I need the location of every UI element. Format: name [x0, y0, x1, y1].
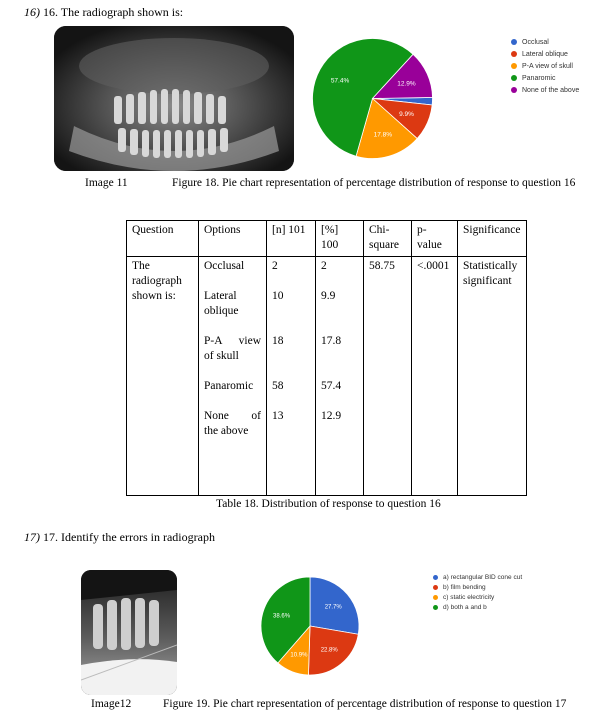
option-line: oblique	[204, 305, 239, 317]
option-line: the above	[204, 425, 249, 437]
option-occlusal	[204, 259, 261, 274]
cell-options	[199, 257, 267, 496]
option-line: Panaromic	[204, 380, 254, 392]
header-n: [n] 101	[267, 221, 316, 257]
pie-data-label: 10.9%	[290, 652, 308, 659]
header-significance: Significance	[458, 221, 527, 257]
header-chi-line1: Chi-	[369, 224, 390, 236]
question-17-text: 17. Identify the errors in radiograph	[43, 530, 215, 544]
pie-data-label: 9.9%	[399, 110, 414, 118]
legend-item	[511, 48, 579, 60]
pie-data-label: 38.6%	[273, 613, 291, 620]
legend-item	[511, 36, 579, 48]
header-options: Options	[199, 221, 267, 257]
pie-data-label: 27.7%	[324, 604, 342, 611]
question-16-heading	[24, 5, 183, 20]
pct-value: 12.9	[321, 410, 342, 422]
pct-value: 2	[321, 260, 327, 272]
image-12-caption: Image12	[91, 698, 132, 710]
pct-value: 17.8	[321, 335, 342, 347]
cell-percent	[316, 257, 364, 496]
table-row	[127, 257, 527, 496]
legend-label: P-A view of skull	[522, 62, 573, 70]
header-p-line1: p-	[417, 224, 427, 236]
legend-item	[433, 572, 522, 582]
legend-label: a) rectangular BID cone cut	[443, 573, 523, 581]
option-panaromic	[204, 379, 261, 394]
legend-swatch	[511, 63, 517, 69]
legend-swatch	[433, 585, 438, 590]
cell-significance: Statistically significant	[458, 257, 527, 496]
cell-chi-square: 58.75	[364, 257, 412, 496]
image-11-caption: Image 11	[85, 177, 128, 189]
table-header-row	[127, 221, 527, 257]
header-percent-line2: 100	[321, 239, 339, 251]
option-line: Lateral	[204, 290, 237, 302]
legend-label: None of the above	[522, 86, 580, 94]
table-18-caption: Table 18. Distribution of response to question 16	[216, 498, 441, 510]
option-line: Occlusal	[204, 260, 245, 272]
option-line: of skull	[204, 350, 239, 362]
figure-19-caption: Figure 19. Pie chart representation of percentage distribution of response to question 17	[163, 698, 567, 710]
legend-swatch	[511, 87, 517, 93]
cell-p-value: <.0001	[412, 257, 458, 496]
legend-item	[511, 72, 579, 84]
legend-label: Panaromic	[522, 74, 556, 82]
legend-swatch	[433, 605, 438, 610]
pie-data-label: 17.8%	[373, 131, 393, 139]
legend-item	[511, 60, 579, 72]
pie-chart-q16	[310, 36, 435, 161]
question-16-text: 16. The radiograph shown is:	[43, 5, 184, 19]
n-value: 18	[272, 335, 284, 347]
pct-value: 9.9	[321, 290, 336, 302]
legend-label: Occlusal	[522, 38, 549, 46]
option-pa-view	[204, 334, 261, 364]
legend-q16	[511, 36, 579, 96]
pie-data-label: 22.8%	[320, 647, 338, 654]
legend-label: d) both a and b	[443, 603, 487, 611]
legend-item	[433, 602, 522, 612]
response-table-q16	[126, 220, 527, 496]
question-17-number: 17)	[24, 530, 40, 544]
pct-value: 57.4	[321, 380, 342, 392]
header-chi-square	[364, 221, 412, 257]
header-question: Question	[127, 221, 199, 257]
legend-q17	[433, 572, 522, 612]
pie-chart-q17	[259, 575, 361, 677]
pie-data-label: 57.4%	[330, 77, 350, 85]
legend-swatch	[511, 51, 517, 57]
legend-swatch	[511, 39, 517, 45]
legend-item	[433, 592, 522, 602]
figure-18-caption: Figure 18. Pie chart representation of percentage distribution of response to question 16	[172, 177, 576, 189]
header-chi-line2: square	[369, 239, 400, 251]
question-17-heading	[24, 530, 215, 545]
legend-label: b) film bending	[443, 583, 486, 591]
option-line: P-A view	[204, 335, 261, 347]
header-percent	[316, 221, 364, 257]
option-none	[204, 409, 261, 439]
n-value: 10	[272, 290, 284, 302]
cell-question: The radiograph shown is:	[127, 257, 199, 496]
header-percent-line1: [%]	[321, 224, 339, 236]
legend-swatch	[433, 575, 438, 580]
n-value: 58	[272, 380, 284, 392]
legend-label: c) static electricity	[443, 593, 495, 601]
legend-item	[511, 84, 579, 96]
header-p-line2: value	[417, 239, 442, 251]
header-p-value	[412, 221, 458, 257]
legend-item	[433, 582, 522, 592]
pie-data-label: 12.9%	[397, 80, 416, 88]
panoramic-radiograph-image	[54, 26, 294, 171]
option-lateral-oblique	[204, 289, 261, 319]
legend-label: Lateral oblique	[522, 50, 568, 58]
legend-swatch	[511, 75, 517, 81]
question-16-number: 16)	[24, 5, 40, 19]
legend-swatch	[433, 595, 438, 600]
cell-n	[267, 257, 316, 496]
n-value: 13	[272, 410, 284, 422]
periapical-radiograph-image	[81, 570, 177, 695]
option-line: None of	[204, 410, 261, 422]
n-value: 2	[272, 260, 278, 272]
